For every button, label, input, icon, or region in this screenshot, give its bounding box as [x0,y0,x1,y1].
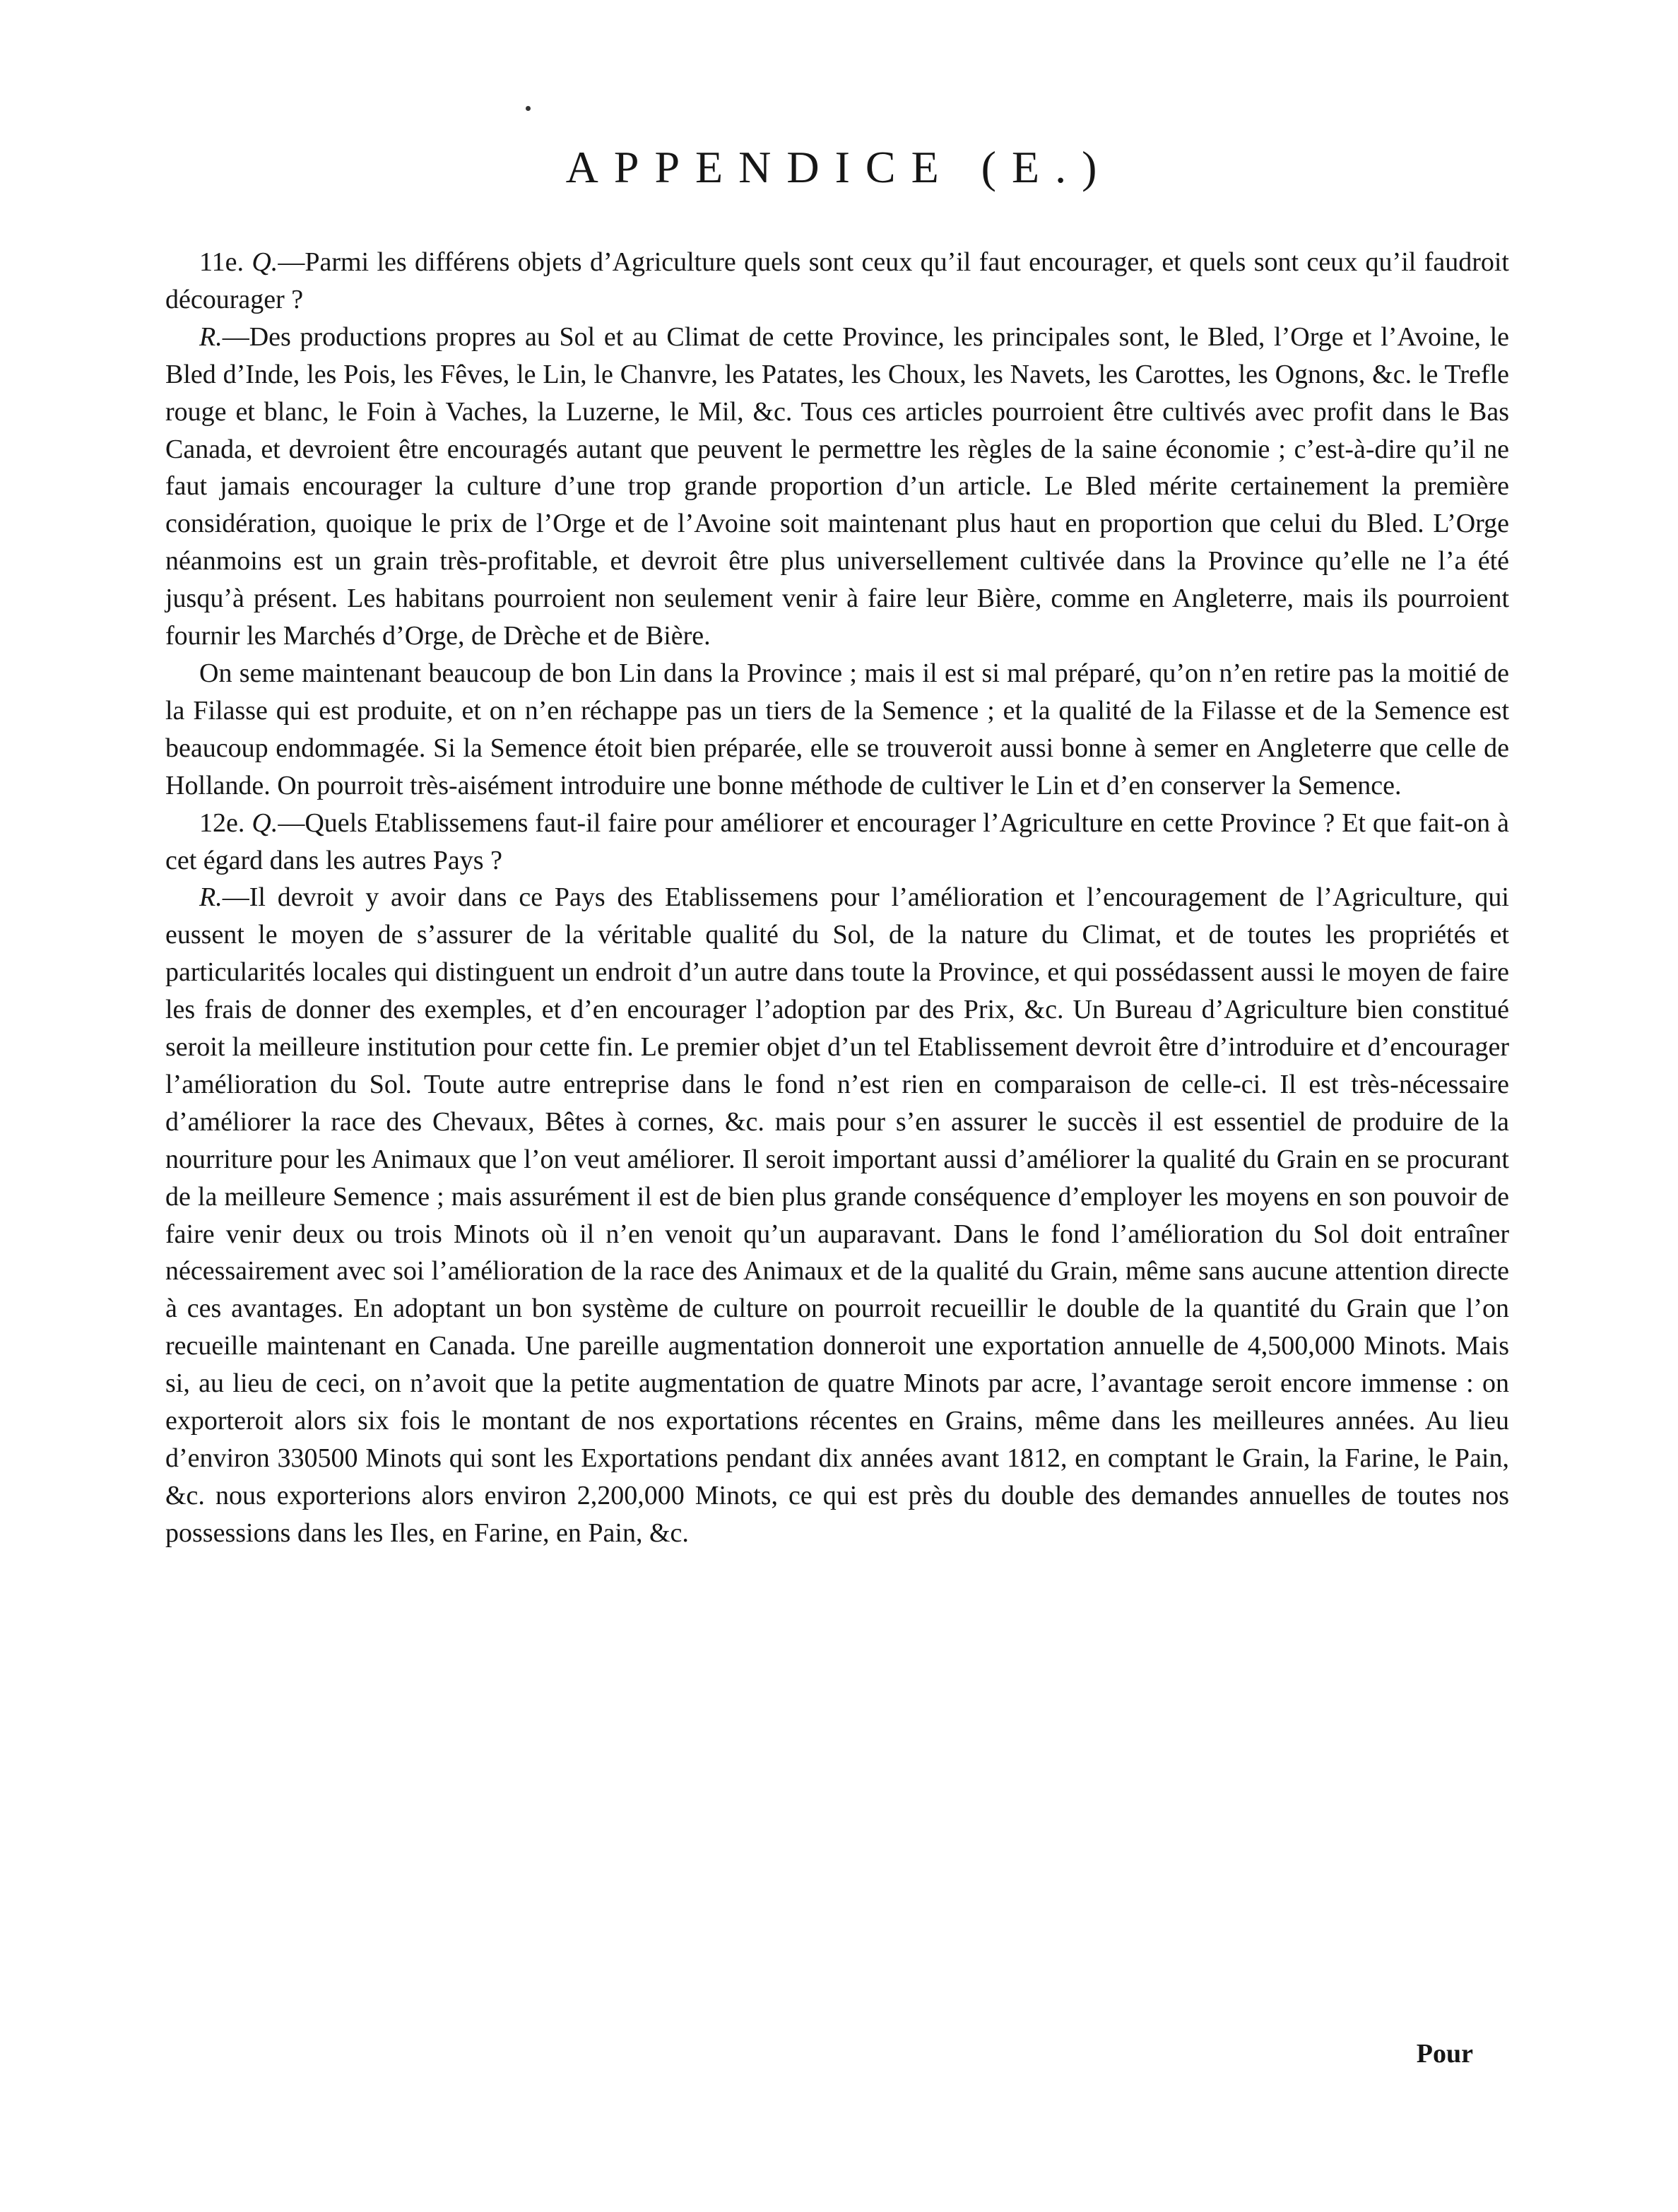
paragraph-question-12 [165,805,1509,880]
catchword: Pour [1416,2039,1473,2069]
question-marker: Q. [252,247,278,277]
answer-marker: R. [199,882,223,913]
question-number: 12e. [199,808,245,838]
answer-marker: R. [199,321,223,352]
question-number: 11e. [199,247,244,277]
paragraph-text: On seme maintenant beaucoup de bon Lin dans la Province ; mais il est si mal préparé, qu’on n’en retire pas la moitié de la Filasse qui est produite, et on n’en réchappe pas un tiers de la Semence ; et la qualité de la Filasse et de la Semence est beaucoup endommagée. Si la Semence étoit bien préparée, elle se trouveroit aussi bonne à semer en Angleterre que celle de Hollande. On pourroit très-aisément introduire une bonne méthode de cultiver le Lin et d’en conserver la Semence. [165,658,1509,800]
paragraph-answer-11 [165,319,1509,655]
ink-speck [526,106,531,111]
paragraph-answer-12 [165,879,1509,1551]
page-heading: APPENDICE (E.) [565,142,1113,192]
page-footer [0,2038,1678,2081]
question-marker: Q. [252,808,278,838]
paragraph-text: —Quels Etablissemens faut-il faire pour améliorer et encourager l’Agriculture en cette Province ? Et que fait-on à cet égard dans les autres Pays ? [165,808,1510,875]
paragraph-flax [165,655,1509,805]
paragraph-text: —Des productions propres au Sol et au Climat de cette Province, les principales sont, le Bled, l’Orge et l’Avoine, le Bled d’Inde, les Pois, les Fêves, le Lin, le Chanvre, les Patates, les Choux, les Navets, les Carottes, les Ognons, &c. le Trefle rouge et blanc, le Foin à Vaches, la Luzerne, le Mil, &c. Tous ces articles pourroient être cultivés avec profit dans le Bas Canada, et devroient être encouragés autant que peuvent le permettre les règles de la saine économie ; c’est-à-dire qu’il ne faut jamais encourager la culture d’une trop grande proportion d’un article. Le Bled mérite certainement la première considération, quoique le prix de l’Orge et de l’Avoine soit maintenant plus haut en proportion que celui du Bled. L’Orge néanmoins est un grain très-profitable, et devroit être plus universellement cultivée dans la Province qu’elle ne l’a été jusqu’à présent. Les habitans pourroient non seulement venir à faire leur Bière, comme en Angleterre, mais ils pourroient fournir les Marchés d’Orge, de Drèche et de Bière. [165,321,1509,651]
paragraph-question-11 [165,244,1509,319]
paragraph-text: —Parmi les différens objets d’Agriculture quels sont ceux qu’il faut encourager, et quels sont ceux qu’il faudroit décourager ? [165,247,1509,314]
document-body [165,244,1509,1552]
paragraph-text: —Il devroit y avoir dans ce Pays des Etablissemens pour l’amélioration et l’encouragement de l’Agriculture, qui eussent le moyen de s’assurer de la véritable qualité du Sol, de la nature du Climat, et de toutes les propriétés et particularités locales qui distinguent un endroit d’un autre dans toute la Province, et qui possédassent aussi le moyen de faire les frais de donner des exemples, et d’en encourager l’adoption par des Prix, &c. Un Bureau d’Agriculture bien constitué seroit la meilleure institution pour cette fin. Le premier objet d’un tel Etablissement devroit être d’introduire et d’encourager l’amélioration du Sol. Toute autre entreprise dans le fond n’est rien en comparaison de celle-ci. Il est très-nécessaire d’améliorer la race des Chevaux, Bêtes à cornes, &c. mais pour s’en assurer le succès il est essentiel de produire de la nourriture pour les Animaux que l’on veut améliorer. Il seroit important aussi d’améliorer la qualité du Grain en se procurant de la meilleure Semence ; mais assurément il est de bien plus grande conséquence d’employer les moyens en son pouvoir de faire venir deux ou trois Minots où il n’en venoit qu’un auparavant. Dans le fond l’amélioration du Sol doit entraîner nécessairement avec soi l’amélioration de la race des Animaux et de la qualité du Grain, même sans aucune attention directe à ces avantages. En adoptant un bon système de culture on pourroit recueillir le double de la quantité du Grain que l’on recueille maintenant en Canada. Une pareille augmentation donneroit une exportation annuelle de 4,500,000 Minots. Mais si, au lieu de ceci, on n’avoit que la petite augmentation de quatre Minots par acre, l’avantage seroit encore immense : on exporteroit alors six fois le montant de nos exportations récentes en Grains, même dans les meilleures années. Au lieu d’environ 330500 Minots qui sont les Exportations pendant dix années avant 1812, en comptant le Grain, la Farine, le Pain, &c. nous exporterions alors environ 2,200,000 Minots, ce qui est près du double des demandes annuelles de toutes nos possessions dans les Iles, en Farine, en Pain, &c. [165,882,1509,1548]
